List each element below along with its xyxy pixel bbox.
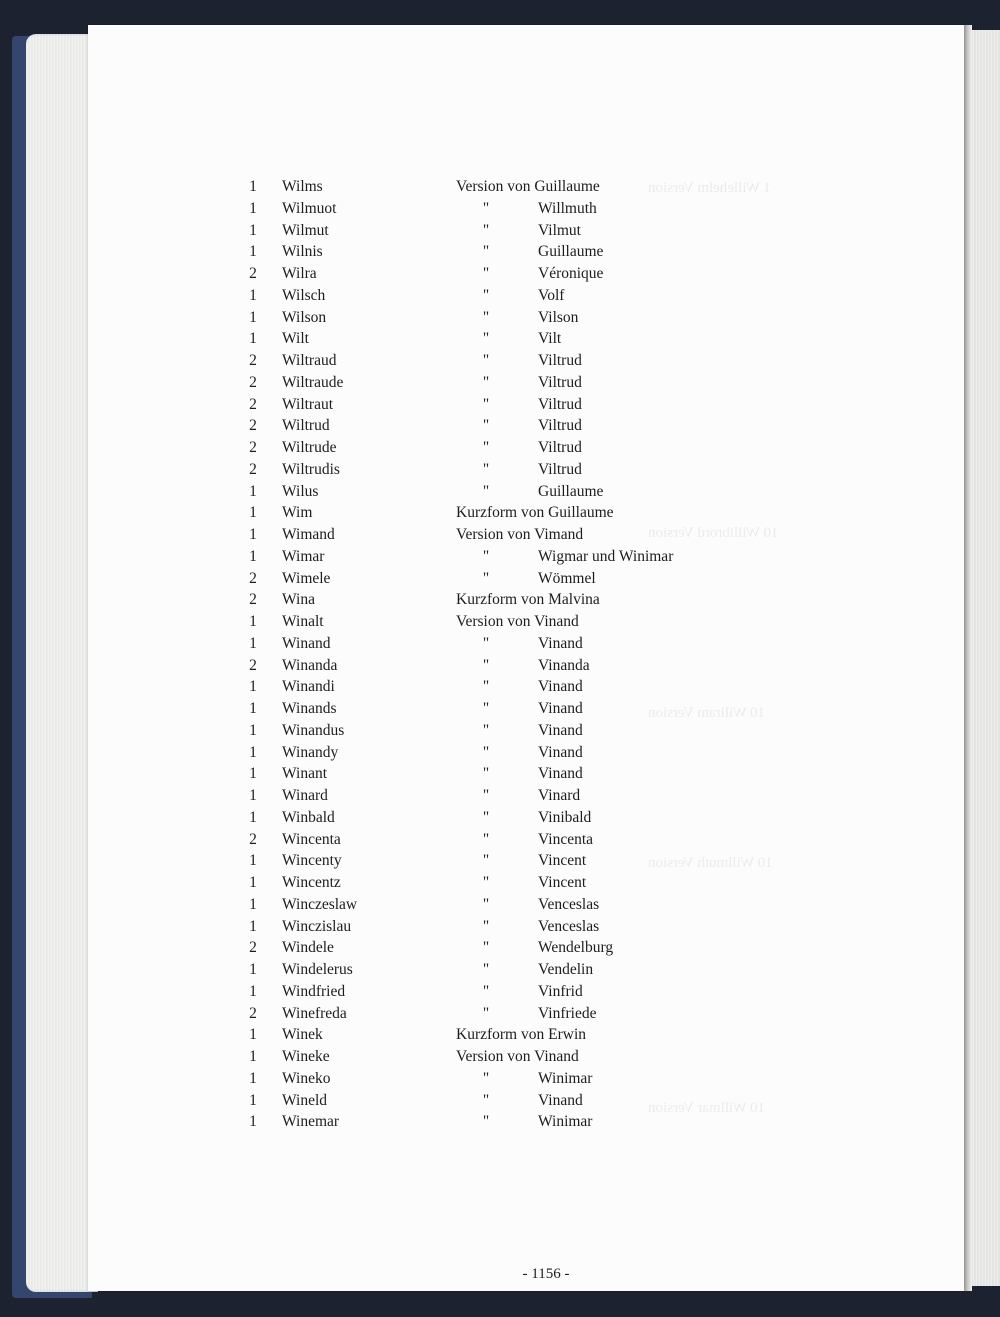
entry-name: Winbald xyxy=(282,808,335,826)
entry-count: 1 xyxy=(249,721,257,739)
ditto-mark: " xyxy=(482,700,490,717)
ditto-mark: " xyxy=(482,852,490,870)
entry-reference: Viltrud xyxy=(538,417,582,435)
entry-name: Wineld xyxy=(282,1091,328,1109)
entry-count: 2 xyxy=(249,439,257,456)
page-number-text: - 1156 - xyxy=(522,1266,570,1282)
entry-reference: Vincenta xyxy=(538,830,594,848)
entry-count: 1 xyxy=(249,700,257,717)
ditto-mark: " xyxy=(482,743,490,761)
ditto-mark: " xyxy=(482,830,490,848)
ditto-mark: " xyxy=(482,1113,490,1131)
page-number xyxy=(88,1266,964,1283)
entry-name: Wimele xyxy=(282,569,331,587)
page-stack-right xyxy=(972,30,1000,1286)
entry-count: 2 xyxy=(249,569,257,587)
entry-name: Wiltraut xyxy=(282,395,334,413)
entry-reference: Vinand xyxy=(538,700,583,717)
entry-relation: Version von Guillaume xyxy=(456,178,600,195)
entry-relation: Version von Vinand xyxy=(456,1048,579,1065)
entry-relation: Kurzform von Malvina xyxy=(456,591,600,609)
entry-reference: Vilson xyxy=(538,308,579,326)
entry-name: Wiltrud xyxy=(282,417,330,435)
entry-reference: Vincent xyxy=(538,852,587,870)
ditto-mark: " xyxy=(482,634,490,652)
entry-name: Wiltraud xyxy=(282,352,337,369)
entry-name: Wiltrudis xyxy=(282,460,340,478)
entry-count: 2 xyxy=(249,1004,257,1022)
entry-reference: Vilmut xyxy=(538,221,581,239)
entry-count: 2 xyxy=(249,265,257,282)
entry-count: 1 xyxy=(249,243,257,261)
ditto-mark: " xyxy=(482,678,490,696)
entry-reference: Venceslas xyxy=(538,895,600,913)
entry-count: 1 xyxy=(249,895,257,913)
entry-count: 1 xyxy=(249,178,257,195)
entry-reference: Winimar xyxy=(538,1069,593,1087)
ditto-mark: " xyxy=(482,417,490,435)
entry-name: Winard xyxy=(282,787,328,804)
entry-reference: Viltrud xyxy=(538,352,582,369)
entry-name: Winek xyxy=(282,1026,323,1044)
entry-count: 1 xyxy=(249,808,257,826)
ditto-mark: " xyxy=(482,286,490,304)
entry-count: 1 xyxy=(249,504,257,522)
entry-count: 1 xyxy=(249,678,257,696)
ditto-mark: " xyxy=(482,1069,490,1087)
entry-count: 1 xyxy=(249,743,257,761)
entry-reference: Viltrud xyxy=(538,373,582,391)
entry-count: 1 xyxy=(249,634,257,652)
entry-reference: Viltrud xyxy=(538,460,582,478)
entry-name: Wilnis xyxy=(282,243,323,261)
entry-count: 1 xyxy=(249,1069,257,1087)
bleed-through-text: 10 Willmuth Version xyxy=(648,855,773,871)
entry-name: Wineke xyxy=(282,1048,330,1065)
ditto-mark: " xyxy=(482,765,490,783)
ditto-mark: " xyxy=(482,787,490,804)
entry-count: 1 xyxy=(249,982,257,1000)
entry-name: Wilmuot xyxy=(282,199,337,217)
ditto-mark: " xyxy=(482,808,490,826)
entry-reference: Vinand xyxy=(538,721,583,739)
entry-count: 1 xyxy=(249,917,257,935)
entry-name: Wineko xyxy=(282,1069,331,1087)
book-page xyxy=(88,25,964,1291)
bleed-through-text: 1 Willehelm Version xyxy=(648,180,771,196)
entry-reference: Wömmel xyxy=(538,569,596,587)
entry-count: 2 xyxy=(249,830,257,848)
entry-relation: Kurzform von Erwin xyxy=(456,1026,586,1044)
entry-name: Wilms xyxy=(282,178,323,195)
entry-relation: Version von Vimand xyxy=(456,526,584,543)
entry-name: Winandy xyxy=(282,743,339,761)
ditto-mark: " xyxy=(482,874,490,891)
entry-count: 1 xyxy=(249,547,257,565)
entry-name: Windelerus xyxy=(282,961,353,978)
entry-name: Wincenty xyxy=(282,852,342,870)
entry-reference: Vinibald xyxy=(538,808,592,826)
entry-count: 2 xyxy=(249,591,257,609)
entry-count: 2 xyxy=(249,460,257,478)
ditto-mark: " xyxy=(482,265,490,282)
ditto-mark: " xyxy=(482,352,490,369)
entry-relation: Version von Vinand xyxy=(456,613,579,630)
entry-name: Wimar xyxy=(282,547,325,565)
entry-count: 1 xyxy=(249,787,257,804)
ditto-mark: " xyxy=(482,895,490,913)
entry-reference: Vinfrid xyxy=(538,982,583,1000)
entry-relation: Kurzform von Guillaume xyxy=(456,504,614,522)
entry-name: Winczislau xyxy=(282,917,352,935)
entry-name: Wim xyxy=(282,504,313,522)
entry-reference: Wendelburg xyxy=(538,939,614,957)
entry-count: 1 xyxy=(249,308,257,326)
entry-count: 1 xyxy=(249,613,257,630)
entry-name: Wilsch xyxy=(282,286,326,304)
entry-name: Winalt xyxy=(282,613,324,630)
entry-name: Windfried xyxy=(282,982,346,1000)
ditto-mark: " xyxy=(482,243,490,261)
entry-reference: Vinand xyxy=(538,634,583,652)
bleed-through-text: 10 Willram Version xyxy=(648,705,766,721)
entry-name: Winemar xyxy=(282,1113,340,1131)
entry-name: Wilmut xyxy=(282,221,329,239)
entry-name: Wilt xyxy=(282,330,309,348)
entry-name: Wilus xyxy=(282,482,319,500)
ditto-mark: " xyxy=(482,439,490,456)
entry-count: 2 xyxy=(249,656,257,674)
entry-count: 2 xyxy=(249,417,257,435)
entry-reference: Vinand xyxy=(538,743,583,761)
ditto-mark: " xyxy=(482,982,490,1000)
entry-reference: Viltrud xyxy=(538,439,582,456)
entry-name: Wiltrude xyxy=(282,439,337,456)
entry-name: Winanda xyxy=(282,656,338,674)
entry-name: Wilra xyxy=(282,265,317,282)
entry-count: 1 xyxy=(249,765,257,783)
entry-count: 1 xyxy=(249,286,257,304)
bleed-through-text: 10 Willibrord Version xyxy=(648,525,779,541)
ditto-mark: " xyxy=(482,721,490,739)
ditto-mark: " xyxy=(482,395,490,413)
entry-reference: Viltrud xyxy=(538,395,582,413)
ditto-mark: " xyxy=(482,482,490,500)
entry-reference: Vinard xyxy=(538,787,581,804)
entry-count: 1 xyxy=(249,330,257,348)
ditto-mark: " xyxy=(482,917,490,935)
entry-count: 1 xyxy=(249,1048,257,1065)
entry-count: 2 xyxy=(249,373,257,391)
entry-count: 1 xyxy=(249,1113,257,1131)
entry-reference: Vinanda xyxy=(538,656,590,674)
ditto-mark: " xyxy=(482,961,490,978)
entry-name: Winands xyxy=(282,700,337,717)
ditto-mark: " xyxy=(482,308,490,326)
ditto-mark: " xyxy=(482,1004,490,1022)
entry-name: Winand xyxy=(282,634,331,652)
entry-reference: Guillaume xyxy=(538,482,604,500)
entry-name: Wiltraude xyxy=(282,373,344,391)
ditto-mark: " xyxy=(482,221,490,239)
ditto-mark: " xyxy=(482,939,490,957)
entry-reference: Vincent xyxy=(538,874,587,891)
entry-reference: Vinand xyxy=(538,765,583,783)
entry-count: 2 xyxy=(249,939,257,957)
entry-reference: Wigmar und Winimar xyxy=(538,547,674,565)
entry-name: Wilson xyxy=(282,308,327,326)
entry-count: 1 xyxy=(249,1026,257,1044)
entry-reference: Vinand xyxy=(538,678,583,696)
entry-name: Winandus xyxy=(282,721,345,739)
entry-count: 1 xyxy=(249,1091,257,1109)
entry-count: 2 xyxy=(249,395,257,413)
entry-reference: Winimar xyxy=(538,1113,593,1131)
entry-count: 2 xyxy=(249,352,257,369)
ditto-mark: " xyxy=(482,330,490,348)
entry-count: 1 xyxy=(249,874,257,891)
entry-name: Wincentz xyxy=(282,874,341,891)
entry-name: Wincenta xyxy=(282,830,341,848)
entry-count: 1 xyxy=(249,526,257,543)
ditto-mark: " xyxy=(482,373,490,391)
entry-reference: Volf xyxy=(538,286,565,304)
entry-reference: Véronique xyxy=(538,265,604,282)
entry-count: 1 xyxy=(249,221,257,239)
entry-count: 1 xyxy=(249,482,257,500)
entry-reference: Vinand xyxy=(538,1091,583,1109)
ditto-mark: " xyxy=(482,460,490,478)
entry-name: Winandi xyxy=(282,678,335,696)
bleed-through-text: 10 Willmar Version xyxy=(648,1100,766,1116)
entry-name: Wina xyxy=(282,591,315,609)
entry-name: Winefreda xyxy=(282,1004,347,1022)
entry-reference: Vinfriede xyxy=(538,1004,597,1022)
ditto-mark: " xyxy=(482,1091,490,1109)
ditto-mark: " xyxy=(482,569,490,587)
entry-reference: Vilt xyxy=(538,330,562,348)
entry-reference: Willmuth xyxy=(538,199,597,217)
ditto-mark: " xyxy=(482,199,490,217)
entry-name: Winczeslaw xyxy=(282,895,358,913)
entry-name: Wimand xyxy=(282,526,335,543)
ditto-mark: " xyxy=(482,547,490,565)
entry-reference: Guillaume xyxy=(538,243,604,261)
entry-reference: Vendelin xyxy=(538,961,594,978)
entry-name: Winant xyxy=(282,765,328,783)
ditto-mark: " xyxy=(482,656,490,674)
entry-name: Windele xyxy=(282,939,334,957)
entry-count: 1 xyxy=(249,199,257,217)
entry-count: 1 xyxy=(249,852,257,870)
entry-count: 1 xyxy=(249,961,257,978)
entry-reference: Venceslas xyxy=(538,917,600,935)
